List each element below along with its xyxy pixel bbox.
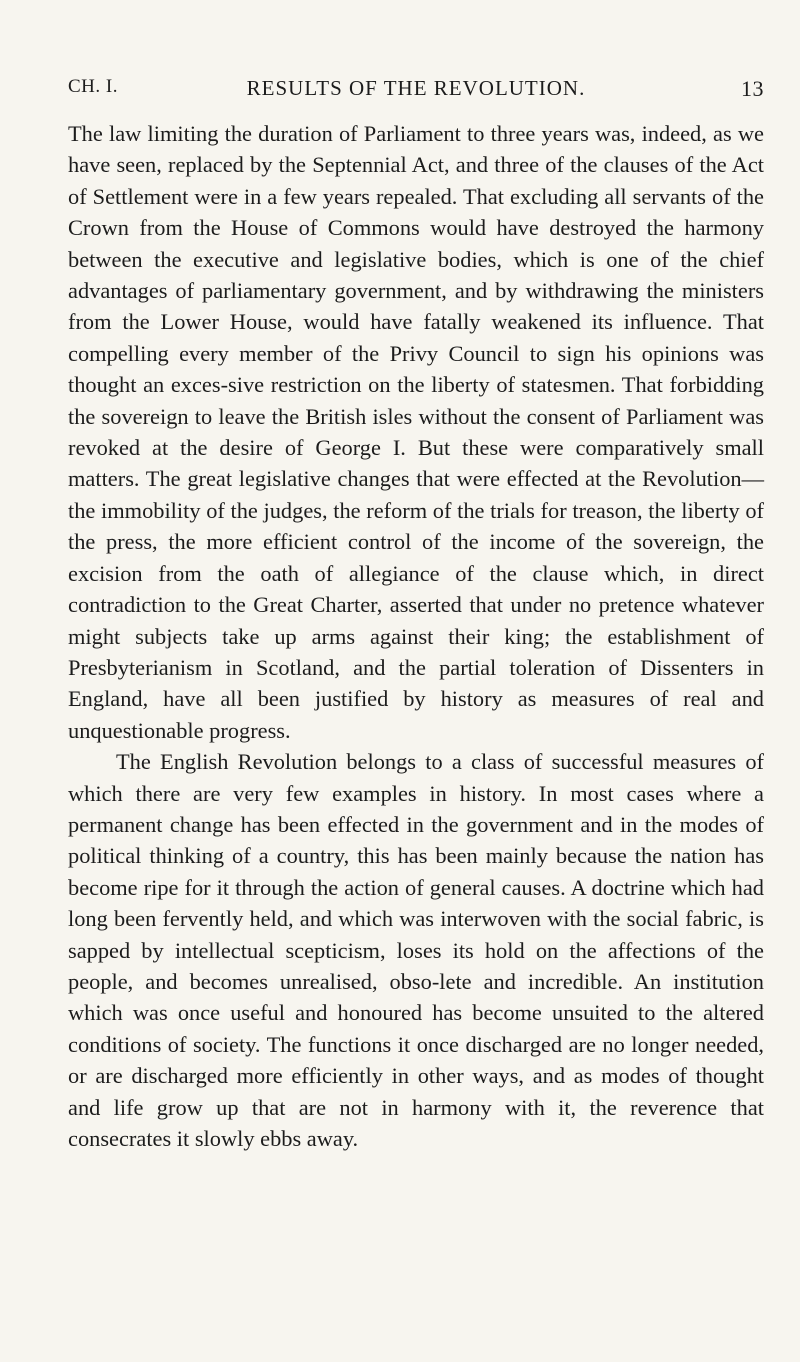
running-title: RESULTS OF THE REVOLUTION. (246, 76, 586, 100)
chapter-label: CH. I. (68, 76, 118, 97)
page-number: 13 (741, 76, 764, 101)
running-head (68, 76, 764, 106)
body-text (68, 118, 764, 1154)
paragraph-1: The law limiting the duration of Parliament to three years was, indeed, as we have seen, replaced by the Septennial Act, and three of the clauses of the Act of Settlement were in a few years repealed. That excluding all servants of the Crown from the House of Commons would have destroyed the harmony between the executive and legislative bodies, which is one of the chief advantages of parliamentary government, and by withdrawing the ministers from the Lower House, would have fatally weakened its influence. That compelling every member of the Privy Council to sign his opinions was thought an exces-sive restriction on the liberty of statesmen. That forbidding the sovereign to leave the British isles without the consent of Parliament was revoked at the desire of George I. But these were comparatively small matters. The great legislative changes that were effected at the Revolution—the immobility of the judges, the reform of the trials for treason, the liberty of the press, the more efficient control of the income of the sovereign, the excision from the oath of allegiance of the clause which, in direct contradiction to the Great Charter, asserted that under no pretence whatever might subjects take up arms against their king; the establishment of Presbyterianism in Scotland, and the partial toleration of Dissenters in England, have all been justified by history as measures of real and unquestionable progress. (68, 121, 764, 743)
paragraph-2: The English Revolution belongs to a class of successful measures of which there are very few examples in history. In most cases where a permanent change has been effected in the government and in the modes of political thinking of a country, this has been mainly because the nation has become ripe for it through the action of general causes. A doctrine which had long been fervently held, and which was interwoven with the social fabric, is sapped by intellectual scepticism, loses its hold on the affections of the people, and becomes unrealised, obso-lete and incredible. An institution which was once useful and honoured has become unsuited to the altered conditions of society. The functions it once discharged are no longer needed, or are discharged more efficiently in other ways, and as modes of thought and life grow up that are not in harmony with it, the reverence that consecrates it slowly ebbs away. (68, 749, 764, 1151)
